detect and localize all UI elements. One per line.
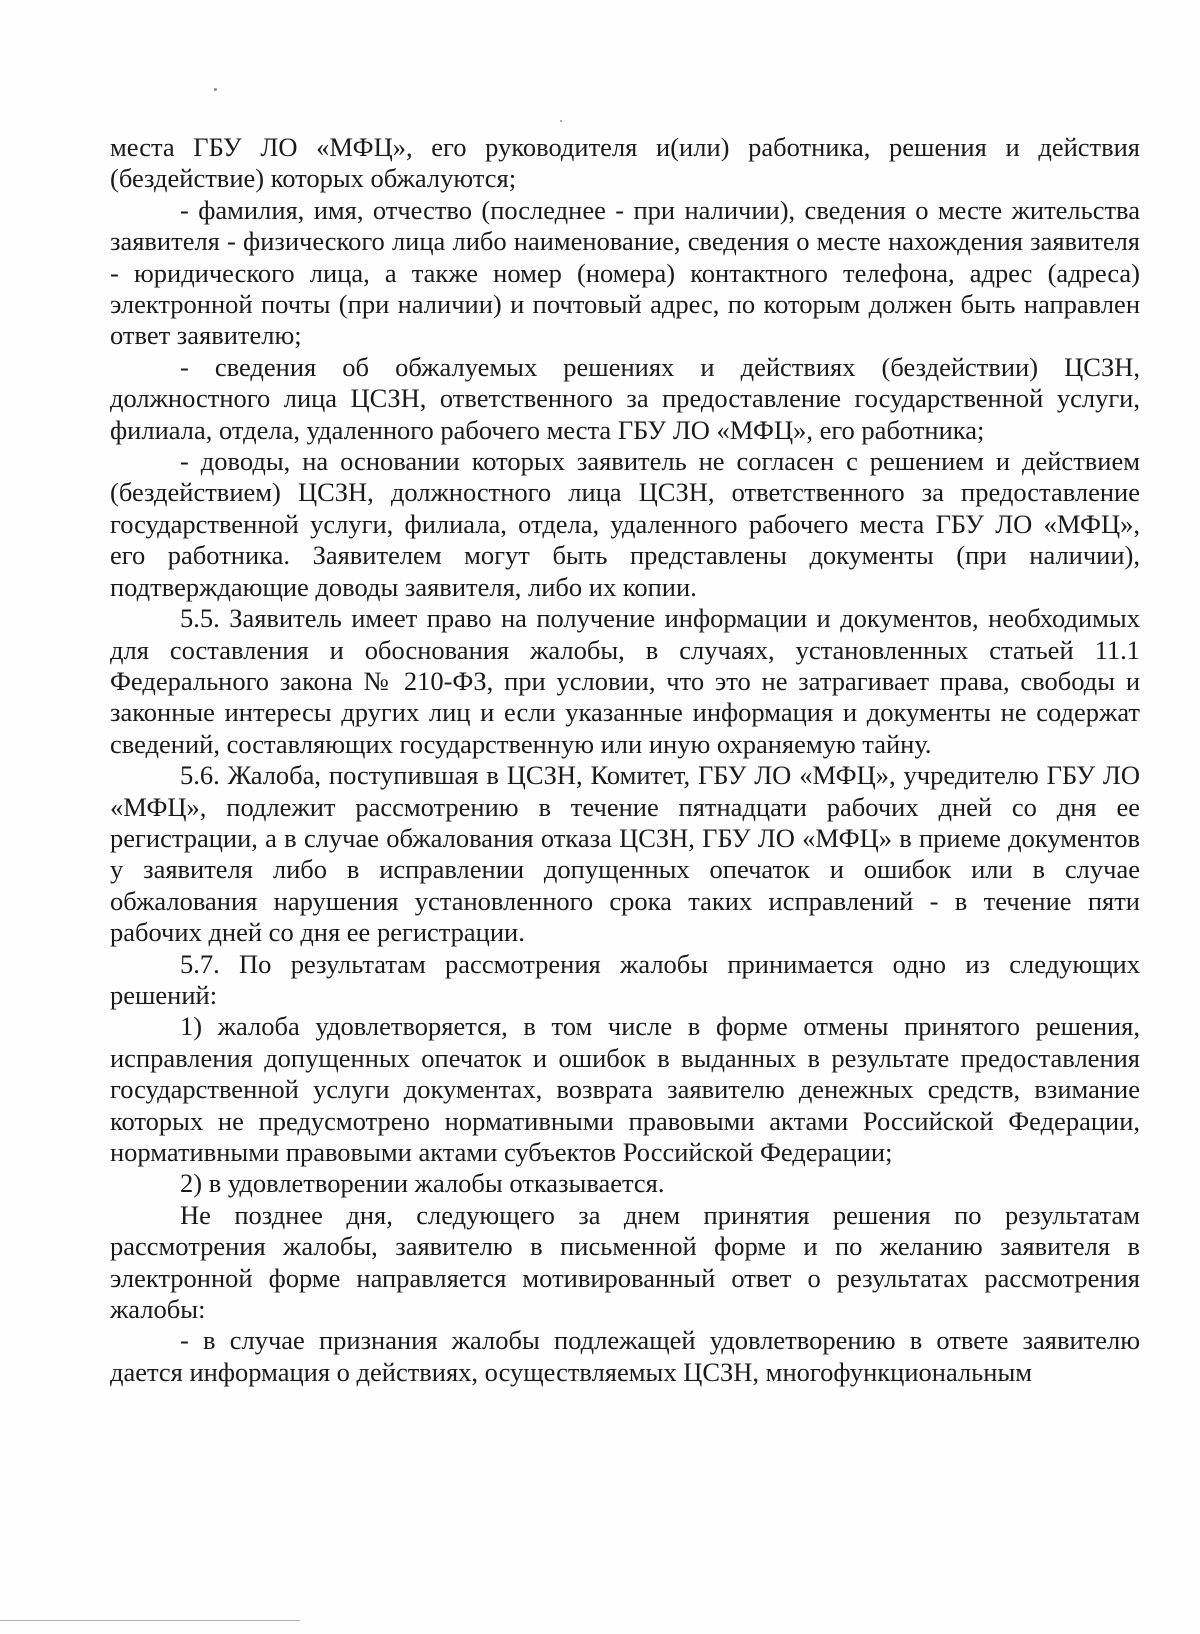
paragraph-5-7: 5.7. По результатам рассмотрения жалобы принимается одно из следующих решений: <box>110 948 1140 1010</box>
paragraph: Не позднее дня, следующего за днем принятия решения по результатам рассмотрения жалобы, заявителю в письменной форме и по желанию заявителя в электронной форме направляется мотивированный ответ о результатах рассмотрения жалобы: <box>110 1199 1140 1325</box>
scan-dot <box>560 120 562 122</box>
scan-dot <box>214 88 217 91</box>
list-item-2: 2) в удовлетворении жалобы отказывается. <box>180 1168 665 1199</box>
paragraph: места ГБУ ЛО «МФЦ», его руководителя и(или) работника, решения и действия (бездействие) которых обжалуются; <box>110 132 1140 194</box>
list-item-1: 1) жалоба удовлетворяется, в том числе в форме отмены принятого решения, исправления допущенных опечаток и ошибок в выданных в результате предоставления государственной услуги документах, возврата заявителю денежных средств, взимание которых не предусмотрено нормативными правовыми актами Российской Федерации, нормативными правовыми актами субъектов Российской Федерации; <box>110 1011 1140 1167</box>
paragraph: - сведения об обжалуемых решениях и действиях (бездействии) ЦСЗН, должностного лица ЦСЗН, ответственного за предоставление государственной услуги, филиала, отдела, удаленного рабочего места ГБУ ЛО «МФЦ», его работника; <box>110 351 1140 445</box>
paragraph: - в случае признания жалобы подлежащей удовлетворению в ответе заявителю дается информация о действиях, осуществляемых ЦСЗН, многофункциональным <box>110 1325 1140 1387</box>
document-body <box>110 132 1140 1388</box>
paragraph: - доводы, на основании которых заявитель не согласен с решением и действием (бездействием) ЦСЗН, должностного лица ЦСЗН, ответственного за предоставление государственной услуги, филиала, отдела, удаленного рабочего места ГБУ ЛО «МФЦ», его работника. Заявителем могут быть представлены документы (при наличии), подтверждающие доводы заявителя, либо их копии. <box>110 446 1140 602</box>
scan-edge-line <box>0 1620 300 1621</box>
paragraph-5-5: 5.5. Заявитель имеет право на получение информации и документов, необходимых для составления и обоснования жалобы, в случаях, установленных статьей 11.1 Федерального закона № 210-ФЗ, при условии, что это не затрагивает права, свободы и законные интересы других лиц и если указанные информация и документы не содержат сведений, составляющих государственную или иную охраняемую тайну. <box>110 603 1140 759</box>
paragraph: - фамилия, имя, отчество (последнее - при наличии), сведения о месте жительства заявителя - физического лица либо наименование, сведения о месте нахождения заявителя - юридического лица, а также номер (номера) контактного телефона, адрес (адреса) электронной почты (при наличии) и почтовый адрес, по которым должен быть направлен ответ заявителю; <box>110 194 1140 351</box>
paragraph-5-6: 5.6. Жалоба, поступившая в ЦСЗН, Комитет, ГБУ ЛО «МФЦ», учредителю ГБУ ЛО «МФЦ», подлежит рассмотрению в течение пятнадцати рабочих дней со дня ее регистрации, а в случае обжалования отказа ЦСЗН, ГБУ ЛО «МФЦ» в приеме документов у заявителя либо в исправлении допущенных опечаток и ошибок или в случае обжалования нарушения установленного срока таких исправлений - в течение пяти рабочих дней со дня ее регистрации. <box>110 760 1140 948</box>
